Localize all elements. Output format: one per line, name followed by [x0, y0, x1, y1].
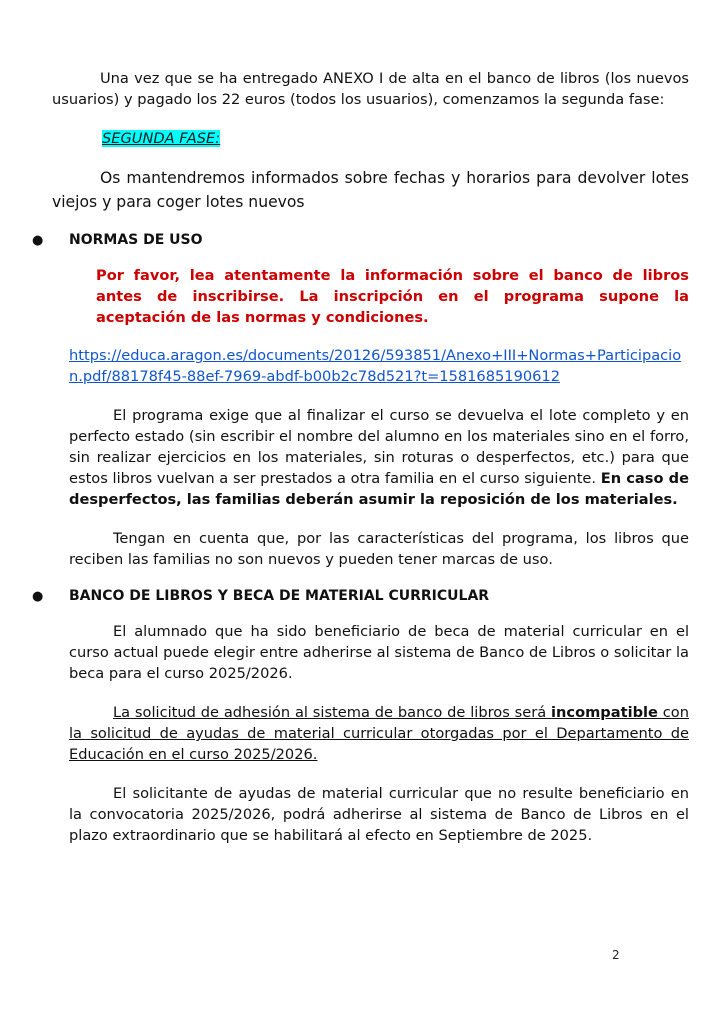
beca-paragraph-b-pre: La solicitud de adhesión al sistema de banco de libros será: [113, 704, 552, 721]
beca-paragraph-a: El alumnado que ha sido beneficiario de beca de material curricular en el curso actual puede elegir entre adherirse al sistema de Banco de Libros o solicitar la beca para el curso 2025/2026.: [69, 623, 689, 682]
beca-paragraph-b-bold: incompatible: [551, 704, 658, 721]
bullet-icon: ●: [32, 233, 44, 248]
page-number: 2: [612, 948, 620, 962]
beca-heading-text: BANCO DE LIBROS Y BECA DE MATERIAL CURRICULAR: [69, 588, 490, 604]
normas-heading: [32, 230, 689, 251]
bullet-icon: ●: [32, 589, 44, 604]
intro-paragraph: Una vez que se ha entregado ANEXO I de alta en el banco de libros (los nuevos usuarios) y pagado los 22 euros (todos los usuarios), comenzamos la segunda fase:: [52, 70, 689, 108]
normas-warning: Por favor, lea atentamente la información sobre el banco de libros antes de inscribirse. La inscripción en el programa supone la aceptación de las normas y condiciones.: [96, 267, 689, 326]
normas-paragraph-a: [52, 405, 689, 510]
beca-paragraph-c: El solicitante de ayudas de material curricular que no resulte beneficiario en la convocatoria 2025/2026, podrá adherirse al sistema de Banco de Libros en el plazo extraordinario que se habilitará al efecto en Septiembre de 2025.: [69, 785, 689, 844]
normas-paragraph-a-text: El programa exige que al finalizar el curso se devuelva el lote completo y en perfecto estado (sin escribir el nombre del alumno en los materiales sino en el forro, sin realizar ejercicios en los materiales, sin roturas o desperfectos, etc.) para que estos libros vuelvan a ser prestados a otra familia en el curso siguiente.: [69, 407, 689, 487]
normas-paragraph-b: Tengan en cuenta que, por las características del programa, los libros que reciben las familias no son nuevos y pueden tener marcas de uso.: [69, 530, 689, 568]
beca-paragraph-b-post: con la solicitud de ayudas de material curricular otorgadas por el Departamento de Educación en el curso 2025/2026.: [69, 704, 689, 763]
normas-link[interactable]: https://educa.aragon.es/documents/20126/593851/Anexo+III+Normas+Participacion.pdf/88178f45-88ef-7969-abdf-b00b2c78d521?t=1581685190612: [69, 347, 682, 385]
segunda-fase-label: SEGUNDA FASE:: [102, 130, 221, 147]
document-page: [32, 68, 689, 846]
normas-paragraph-a-bold: En caso de desperfectos, las familias deberán asumir la reposición de los materiales.: [69, 470, 689, 508]
info-paragraph: Os mantendremos informados sobre fechas y horarios para devolver lotes viejos y para coger lotes nuevos: [52, 169, 689, 211]
normas-heading-text: NORMAS DE USO: [69, 232, 203, 248]
segunda-fase-line: [102, 128, 689, 149]
beca-heading: [32, 586, 689, 607]
beca-paragraph-b: [52, 702, 689, 765]
